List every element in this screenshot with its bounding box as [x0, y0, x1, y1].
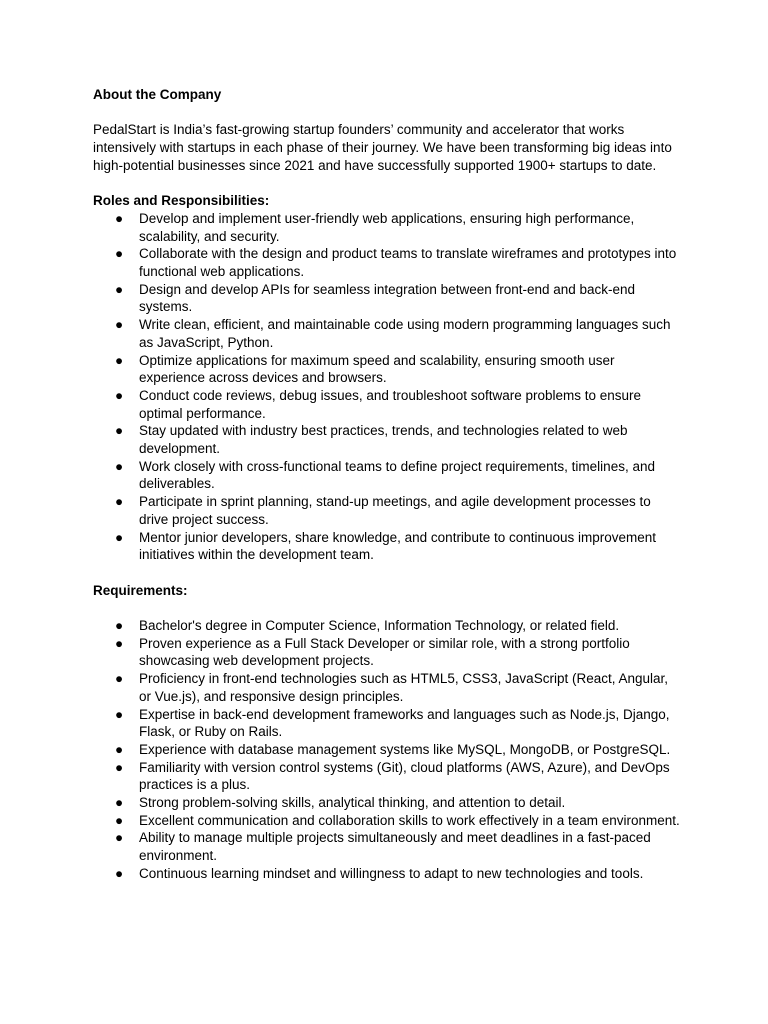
bullet-icon: ● [115, 317, 124, 333]
roles-heading: Roles and Responsibilities: [93, 193, 270, 209]
bullet-icon: ● [115, 281, 124, 297]
document-content [93, 86, 683, 883]
list-item: ● Ability to manage multiple projects simultaneously and meet deadlines in a fast-paced environment. [115, 830, 651, 864]
bullet-icon: ● [115, 387, 124, 403]
list-item: ● Collaborate with the design and product teams to translate wireframes and prototypes into functional web applications. [115, 246, 677, 279]
list-item: ● Experience with database management systems like MySQL, MongoDB, or PostgreSQL. [115, 741, 671, 757]
bullet-icon: ● [115, 352, 124, 368]
bullet-icon: ● [115, 246, 124, 262]
list-item: ● Optimize applications for maximum speed and scalability, ensuring smooth user experience across devices and browsers. [115, 352, 615, 386]
list-item: ● Strong problem-solving skills, analytical thinking, and attention to detail. [115, 795, 566, 811]
bullet-icon: ● [115, 830, 124, 846]
list-item: ● Conduct code reviews, debug issues, and troubleshoot software problems to ensure optimal performance. [115, 387, 642, 421]
bullet-icon: ● [115, 529, 124, 545]
bullet-icon: ● [115, 494, 124, 510]
list-item: ● Stay updated with industry best practices, trends, and technologies related to web development. [115, 423, 628, 457]
list-item: ● Proficiency in front-end technologies such as HTML5, CSS3, JavaScript (React, Angular, or Vue.js), and responsive design principles. [115, 671, 669, 704]
about-body: PedalStart is India’s fast-growing startup founders’ community and accelerator that works intensively with startups in each phase of their journey. We have been transforming big ideas into high-potential businesses since 2021 and have successfully supported 1900+ startups to date. [93, 122, 672, 173]
list-item: ● Proven experience as a Full Stack Developer or similar role, with a strong portfolio showcasing web development projects. [115, 635, 630, 669]
list-item: ● Familiarity with version control systems (Git), cloud platforms (AWS, Azure), and DevOps practices is a plus. [115, 759, 670, 793]
list-item: ● Design and develop APIs for seamless integration between front-end and back-end systems. [115, 281, 636, 315]
requirements-heading: Requirements: [93, 582, 188, 598]
bullet-icon: ● [115, 706, 124, 722]
roles-list [93, 210, 683, 564]
list-item: ● Write clean, efficient, and maintainable code using modern programming languages such as JavaScript, Python. [115, 317, 671, 350]
list-item: ● Participate in sprint planning, stand-up meetings, and agile development processes to drive project success. [115, 494, 651, 527]
list-item: ● Work closely with cross-functional teams to define project requirements, timelines, and deliverables. [115, 458, 655, 492]
bullet-icon: ● [115, 458, 124, 474]
list-item: ● Excellent communication and collaboration skills to work effectively in a team environment. [115, 812, 680, 828]
bullet-icon: ● [115, 635, 124, 651]
bullet-icon: ● [115, 812, 124, 828]
list-item: ● Bachelor's degree in Computer Science, Information Technology, or related field. [115, 618, 620, 634]
about-heading: About the Company [93, 87, 222, 102]
list-item: ● Continuous learning mindset and willingness to adapt to new technologies and tools. [115, 865, 644, 881]
bullet-icon: ● [115, 759, 124, 775]
requirements-list [93, 617, 683, 883]
bullet-icon: ● [115, 865, 124, 881]
list-item: ● Mentor junior developers, share knowledge, and contribute to continuous improvement initiatives within the development team. [115, 529, 657, 563]
list-item: ● Develop and implement user-friendly web applications, ensuring high performance, scalability, and security. [115, 210, 635, 244]
bullet-icon: ● [115, 671, 124, 687]
list-item: ● Expertise in back-end development frameworks and languages such as Node.js, Django, Flask, or Ruby on Rails. [115, 706, 670, 740]
bullet-icon: ● [115, 618, 124, 634]
bullet-icon: ● [115, 210, 124, 226]
bullet-icon: ● [115, 741, 124, 757]
bullet-icon: ● [115, 795, 124, 811]
bullet-icon: ● [115, 423, 124, 439]
